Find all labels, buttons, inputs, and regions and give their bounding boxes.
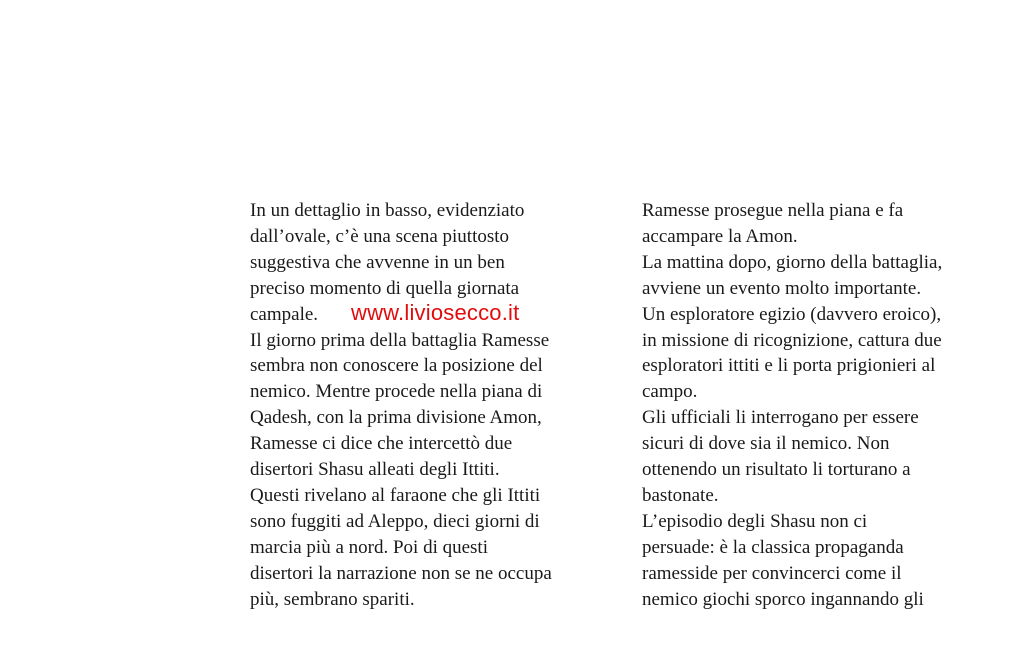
text-line: più, sembrano spariti. xyxy=(250,588,415,610)
text-line: sembra non conoscere la posizione del xyxy=(250,355,543,377)
text-line: ramesside per convincerci come il xyxy=(642,562,902,584)
text-line: La mattina dopo, giorno della battaglia, xyxy=(642,251,943,273)
right-text-column xyxy=(642,198,992,613)
text-line: Gli ufficiali li interrogano per essere xyxy=(642,407,919,429)
text-line: Ramesse ci dice che intercettò due xyxy=(250,433,513,455)
text-line: In un dettaglio in basso, evidenziato xyxy=(250,200,525,221)
text-line: ottenendo un risultato li torturano a xyxy=(642,459,911,481)
text-line: disertori la narrazione non se ne occupa xyxy=(250,562,552,584)
text-line: suggestiva che avvenne in un ben xyxy=(250,251,505,273)
text-line: in missione di ricognizione, cattura due xyxy=(642,329,942,351)
text-line: campo. xyxy=(642,381,698,403)
text-line: Questi rivelano al faraone che gli Ittiti xyxy=(250,484,541,506)
text-line: preciso momento di quella giornata xyxy=(250,277,520,299)
watermark-url: www.liviosecco.it xyxy=(351,300,520,325)
text-line: sono fuggiti ad Aleppo, dieci giorni di xyxy=(250,510,540,532)
left-text-column xyxy=(250,198,595,613)
text-line: disertori Shasu alleati degli Ittiti. xyxy=(250,459,500,481)
text-line: dall’ovale, c’è una scena piuttosto xyxy=(250,225,510,247)
text-line: Il giorno prima della battaglia Ramesse xyxy=(250,329,550,351)
text-line: Un esploratore egizio (davvero eroico), xyxy=(642,303,942,325)
text-line: Qadesh, con la prima divisione Amon, xyxy=(250,407,542,429)
text-line: campale. xyxy=(250,303,319,325)
text-line: persuade: è la classica propaganda xyxy=(642,536,904,558)
text-line: nemico giochi sporco ingannando gli xyxy=(642,588,924,610)
text-line: bastonate. xyxy=(642,484,719,506)
text-line: accampare la Amon. xyxy=(642,225,798,247)
text-line: esploratori ittiti e li porta prigionieri al xyxy=(642,355,936,377)
text-line: sicuri di dove sia il nemico. Non xyxy=(642,433,890,455)
text-line: Ramesse prosegue nella piana e fa xyxy=(642,200,904,221)
text-line: avviene un evento molto importante. xyxy=(642,277,922,299)
text-line: nemico. Mentre procede nella piana di xyxy=(250,381,543,403)
text-line: L’episodio degli Shasu non ci xyxy=(642,510,868,532)
text-line: marcia più a nord. Poi di questi xyxy=(250,536,488,558)
